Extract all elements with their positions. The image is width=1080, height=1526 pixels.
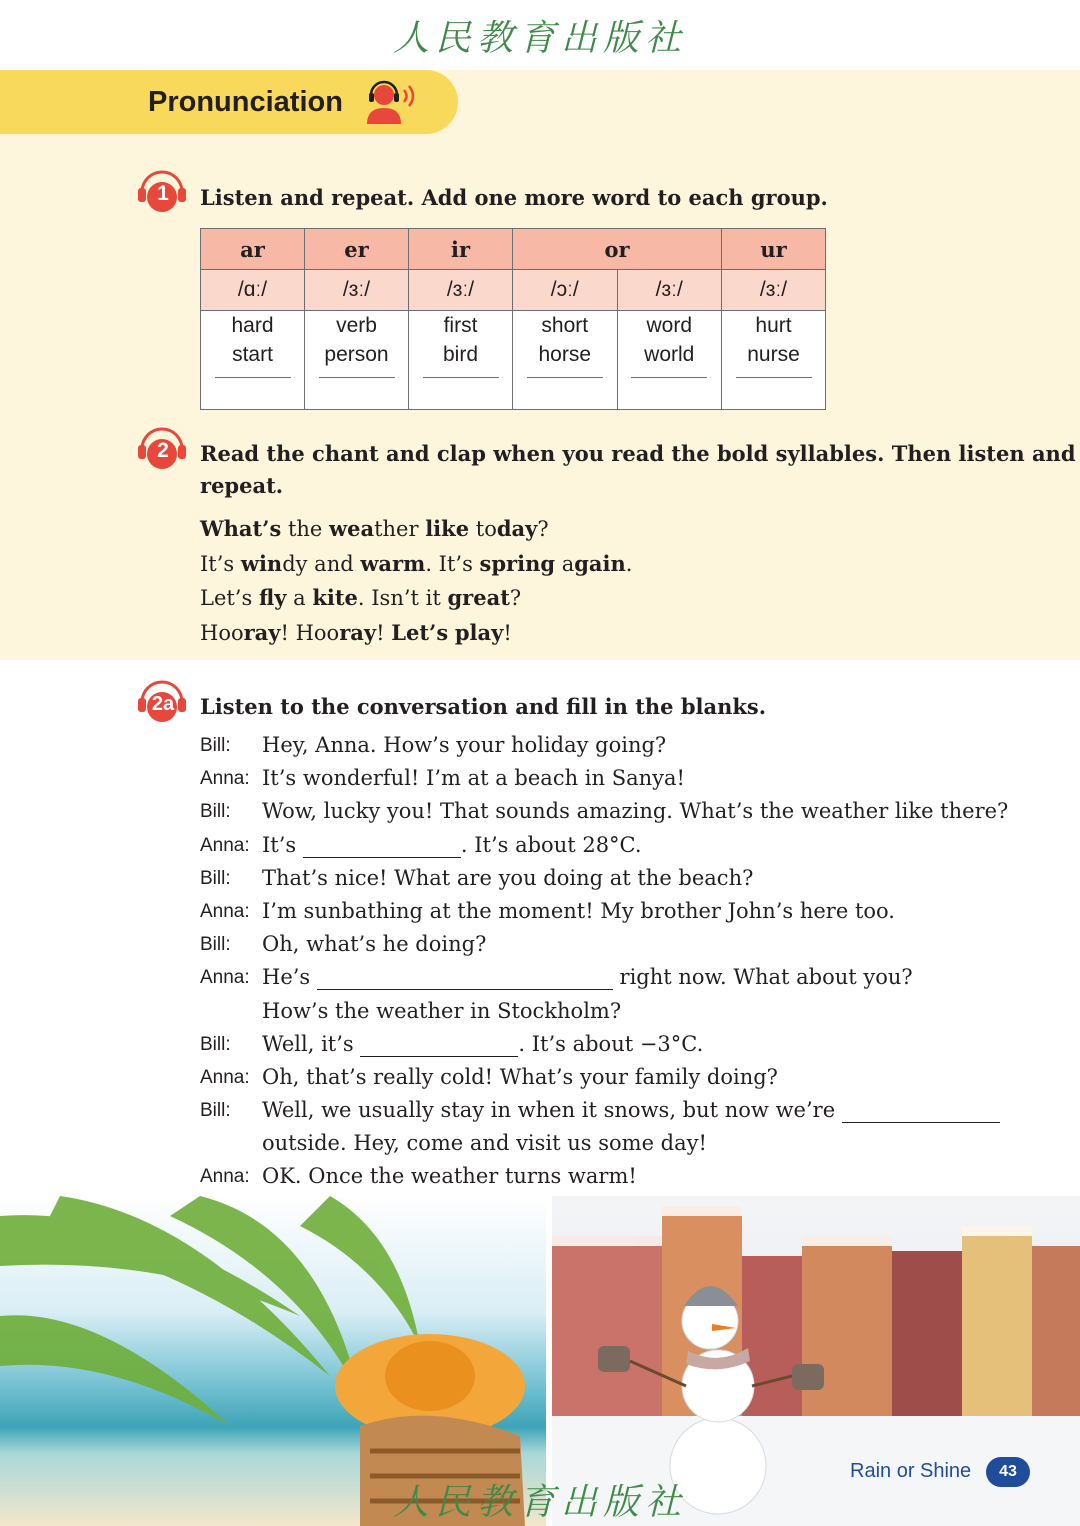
phonetic-cell: /ɜː/ [409, 270, 513, 311]
speaker-label: Bill: [200, 801, 231, 823]
table-header-row [201, 229, 826, 270]
activity-1-number: 1 [157, 182, 169, 205]
fill-in-blank[interactable] [317, 965, 613, 990]
word-cell [617, 311, 722, 410]
bold-syllable: gain [574, 550, 626, 576]
dialogue-line [200, 1094, 1020, 1127]
speaker-label: Anna: [200, 900, 250, 922]
fill-in-blank[interactable] [360, 1032, 518, 1057]
dialogue-text-before: Oh, that’s really cold! What’s your family doing? [262, 1064, 778, 1089]
word: word [646, 314, 693, 337]
activity-2-instruction-line2: repeat. [200, 473, 284, 498]
dialogue-text-before: It’s wonderful! I’m at a beach in Sanya! [262, 766, 685, 791]
chant-segment: ! [376, 620, 392, 645]
dialogue-text [262, 961, 913, 994]
conversation [200, 729, 1020, 1194]
speaker-label: Bill: [200, 934, 231, 956]
word: start [232, 343, 273, 366]
bold-syllable: wea [329, 516, 375, 541]
word: person [324, 343, 389, 366]
phonetic-cell: /ɜː/ [305, 270, 409, 311]
answer-blank[interactable] [527, 377, 603, 378]
header-or: or [513, 229, 722, 270]
dialogue-line [200, 1028, 1020, 1061]
dialogue-text [262, 928, 486, 961]
word: bird [442, 343, 479, 366]
bold-syllable: warm [360, 550, 426, 576]
fill-in-blank[interactable] [303, 833, 461, 858]
bold-syllable: play [454, 619, 504, 645]
dialogue-text [262, 862, 753, 895]
speaker-label: Anna: [200, 967, 250, 989]
bold-syllable: What’s [200, 516, 282, 541]
answer-blank[interactable] [736, 377, 812, 378]
speaker-label: Bill: [200, 867, 231, 889]
speaker-label: Bill: [200, 1100, 231, 1122]
chant-text [200, 512, 632, 650]
answer-blank[interactable] [215, 377, 291, 378]
table-words-row [201, 311, 826, 410]
chant-segment: ! [503, 620, 512, 645]
unit-title: Rain or Shine [850, 1460, 972, 1482]
dialogue-text [262, 1061, 778, 1094]
word: hurt [755, 314, 792, 337]
word: nurse [747, 343, 800, 366]
chant-line [200, 512, 632, 547]
chant-line [200, 547, 632, 582]
dialogue-text-after: right now. What about you? [612, 965, 913, 990]
listening-person-icon [364, 80, 420, 126]
header-ar: ar [201, 229, 305, 270]
dialogue-text-before: I’m sunbathing at the moment! My brother John’s here too. [262, 898, 895, 923]
word: first [443, 314, 478, 337]
speaker-label: Anna: [200, 768, 250, 790]
header-er: er [305, 229, 409, 270]
dialogue-text [262, 1094, 1000, 1127]
bold-syllable: ray [243, 619, 281, 645]
dialogue-text [262, 1127, 707, 1160]
chant-segment: to [469, 517, 497, 541]
dialogue-line [200, 928, 1020, 961]
phonetic-cell: /ɜː/ [617, 270, 722, 311]
word-cell [513, 311, 618, 410]
chant-segment: the [281, 517, 330, 541]
dialogue-text [262, 762, 685, 795]
dialogue-text-before: outside. Hey, come and visit us some day! [262, 1131, 707, 1156]
phonetic-cell: /ɑː/ [201, 270, 305, 311]
speaker-label: Anna: [200, 834, 250, 856]
dialogue-line [200, 795, 1020, 828]
bold-syllable: kite [312, 585, 358, 610]
chant-line [200, 581, 632, 616]
activity-2a-number: 2a [151, 693, 175, 715]
chant-segment: ? [537, 517, 549, 541]
dialogue-line [200, 829, 1020, 862]
bold-syllable: spring [479, 550, 556, 576]
phonics-table [200, 228, 826, 410]
chant-segment: It’s [200, 551, 241, 576]
header-ur: ur [722, 229, 826, 270]
dialogue-text [262, 895, 895, 928]
phonetic-cell: /ɜː/ [722, 270, 826, 311]
word: world [644, 343, 695, 366]
dialogue-line [200, 1127, 1020, 1160]
answer-blank[interactable] [423, 377, 499, 378]
word: short [541, 314, 589, 337]
fill-in-blank[interactable] [842, 1098, 1000, 1123]
answer-blank[interactable] [631, 377, 707, 378]
chant-segment: a [286, 586, 313, 610]
dialogue-text [262, 995, 621, 1028]
bold-syllable: day [496, 516, 538, 541]
activity-1-instruction: Listen and repeat. Add one more word to each group. [200, 185, 828, 210]
phonetic-cell: /ɔː/ [513, 270, 618, 311]
bold-syllable: fly [258, 585, 287, 610]
dialogue-text-before: Oh, what’s he doing? [262, 932, 487, 957]
dialogue-text-before: Well, we usually stay in when it snows, but now we’re [262, 1098, 842, 1123]
dialogue-text [262, 1160, 637, 1193]
speaker-label: Anna: [200, 1166, 250, 1188]
chant-segment: Let’s [200, 586, 259, 610]
word-cell [201, 311, 305, 410]
dialogue-text [262, 1028, 703, 1061]
dialogue-text-before: That’s nice! What are you doing at the beach? [262, 865, 754, 890]
page-number: 43 [986, 1457, 1030, 1487]
chant-line [200, 616, 632, 651]
chant-segment: dy and [282, 551, 361, 576]
word: hard [231, 314, 274, 337]
header-ir: ir [409, 229, 513, 270]
dialogue-line [200, 895, 1020, 928]
activity-2-instruction-line1: Read the chant and clap when you read the bold syllables. Then listen and [200, 441, 1076, 466]
word-cell [305, 311, 409, 410]
word: horse [538, 343, 592, 366]
dialogue-text [262, 795, 1008, 828]
chant-segment: ther [374, 517, 426, 541]
dialogue-text [262, 729, 666, 762]
dialogue-line [200, 762, 1020, 795]
dialogue-text-after: . It’s about 28°C. [460, 832, 642, 857]
table-phonetic-row [201, 270, 826, 311]
dialogue-text-before: How’s the weather in Stockholm? [262, 998, 622, 1023]
dialogue-text-before: It’s [262, 832, 303, 857]
speaker-label: Bill: [200, 735, 231, 756]
dialogue-line [200, 1061, 1020, 1094]
dialogue-line [200, 1160, 1020, 1193]
activity-2a-instruction: Listen to the conversation and fill in the blanks. [200, 694, 767, 719]
activity-2-number: 2 [157, 439, 169, 462]
bold-syllable: Let’s [391, 619, 449, 645]
chant-segment: . [625, 551, 633, 576]
dialogue-line [200, 862, 1020, 895]
chant-segment [448, 621, 455, 645]
dialogue-text-after: . It’s about −3°C. [518, 1031, 704, 1056]
chant-segment: a [555, 551, 575, 576]
word-cell [409, 311, 513, 410]
dialogue-text [262, 829, 642, 862]
dialogue-line [200, 729, 1020, 762]
dialogue-text-before: Hey, Anna. How’s your holiday going? [262, 733, 667, 757]
dialogue-line [200, 995, 1020, 1028]
answer-blank[interactable] [319, 377, 395, 378]
dialogue-text-before: Wow, lucky you! That sounds amazing. What’s the weather like there? [262, 799, 1009, 824]
dialogue-text-before: Well, it’s [262, 1031, 361, 1056]
speaker-label: Bill: [200, 1033, 231, 1055]
word: verb [336, 314, 377, 337]
bold-syllable: win [240, 550, 283, 576]
chant-segment: . It’s [425, 551, 480, 576]
chant-segment: . Isn’t it [357, 586, 448, 610]
chant-segment: Hoo [200, 620, 244, 645]
publisher-watermark-top: 人民教育出版社 [392, 18, 687, 59]
dialogue-text-before: OK. Once the weather turns warm! [262, 1164, 637, 1189]
chant-segment: ? [509, 586, 522, 610]
bold-syllable: like [425, 516, 470, 541]
dialogue-text-before: He’s [262, 965, 317, 990]
bold-syllable: ray [339, 619, 377, 645]
section-title: Pronunciation [148, 86, 343, 118]
speaker-label: Anna: [200, 1066, 250, 1088]
publisher-watermark-bottom: 人民教育出版社 [392, 1482, 687, 1523]
chant-segment: ! Hoo [280, 620, 340, 645]
dialogue-line [200, 961, 1020, 994]
bold-syllable: great [447, 585, 510, 610]
word-cell [722, 311, 826, 410]
